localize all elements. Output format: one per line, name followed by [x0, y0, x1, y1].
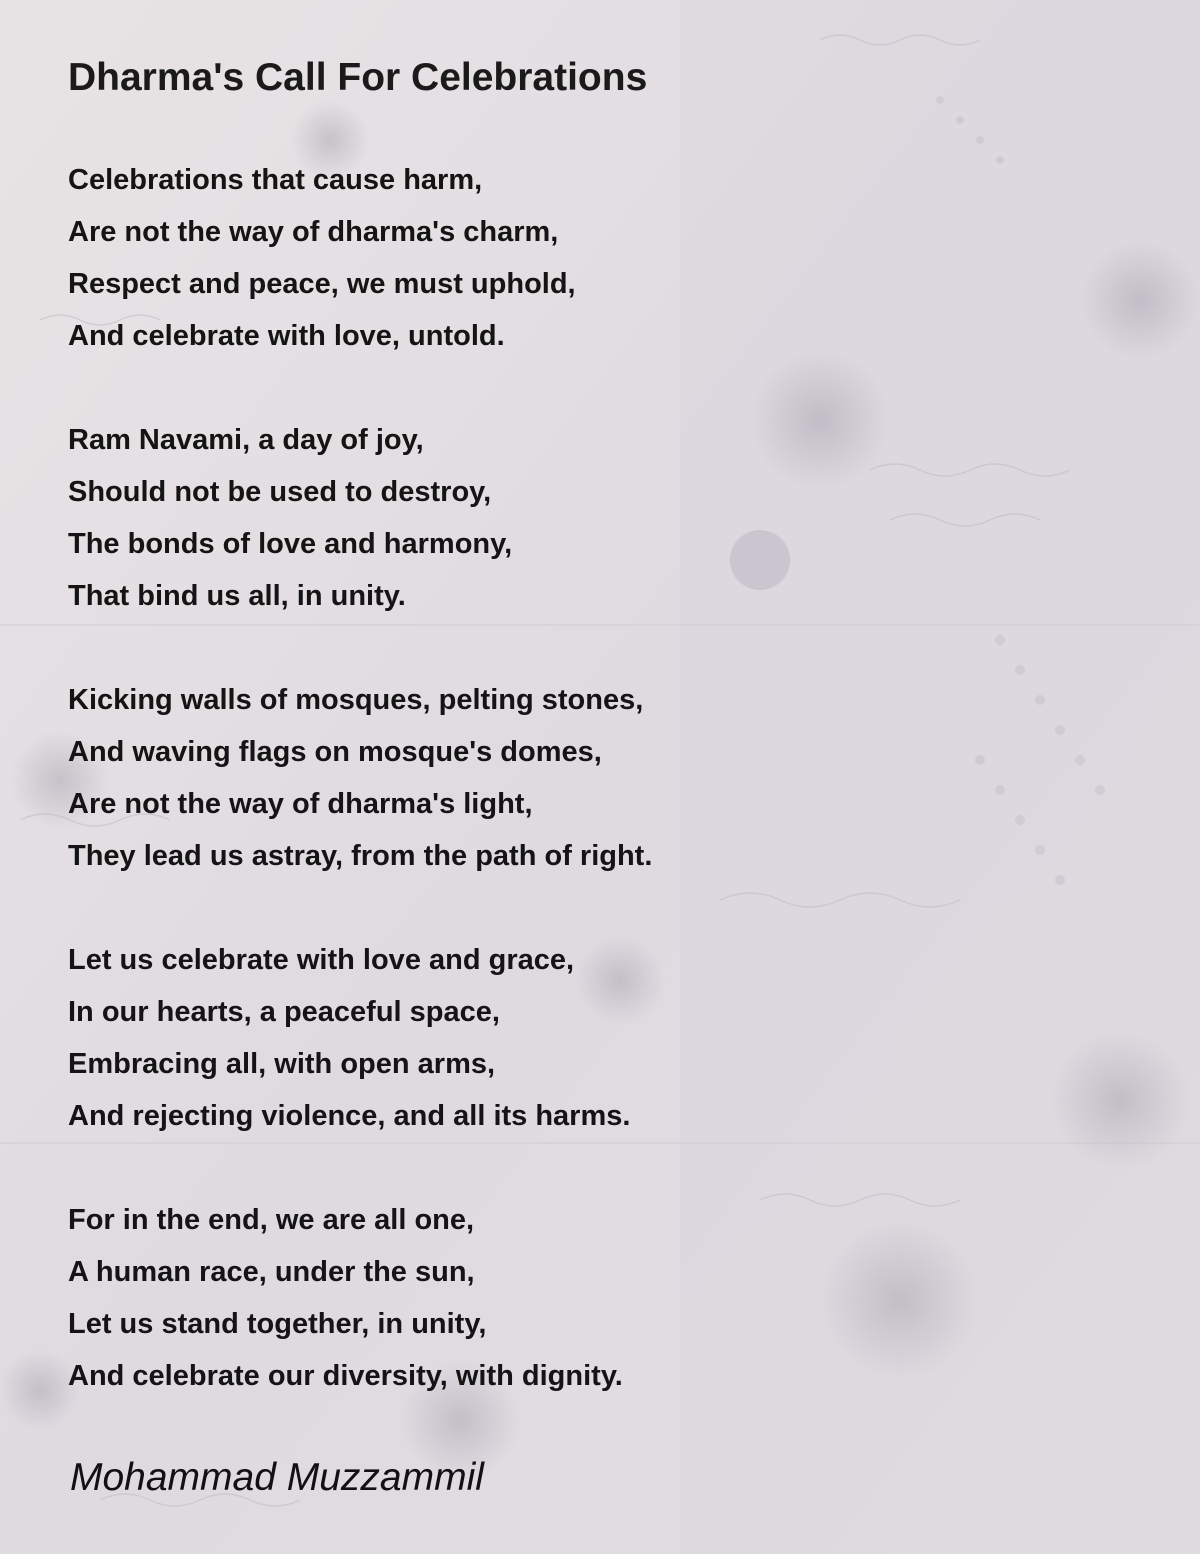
poem-line: Let us celebrate with love and grace,: [68, 944, 575, 976]
stanza-5: [68, 1194, 652, 1402]
poem-line: For in the end, we are all one,: [68, 1204, 475, 1236]
poem-line: Should not be used to destroy,: [68, 476, 492, 508]
stanza-3: [68, 674, 652, 882]
poem-author: Mohammad Muzzammil: [70, 1456, 484, 1499]
poem-title: Dharma's Call For Celebrations: [68, 56, 648, 99]
poem-line: Let us stand together, in unity,: [68, 1308, 487, 1340]
poem-line: And waving flags on mosque's domes,: [68, 736, 602, 768]
poem-line: And rejecting violence, and all its harms.: [68, 1100, 631, 1132]
poem-line: They lead us astray, from the path of right.: [68, 840, 653, 872]
poem-line: That bind us all, in unity.: [68, 580, 406, 612]
poem-line: Respect and peace, we must uphold,: [68, 268, 576, 300]
stanza-2: [68, 414, 652, 622]
poem-line: Celebrations that cause harm,: [68, 164, 483, 196]
stanza-1: [68, 154, 652, 362]
poem-line: Embracing all, with open arms,: [68, 1048, 496, 1080]
poem-line: The bonds of love and harmony,: [68, 528, 513, 560]
poem-line: A human race, under the sun,: [68, 1256, 475, 1288]
poem-line: Are not the way of dharma's charm,: [68, 216, 559, 248]
poem-line: In our hearts, a peaceful space,: [68, 996, 500, 1028]
poem-line: Are not the way of dharma's light,: [68, 788, 533, 820]
stanza-4: [68, 934, 652, 1142]
poem-line: And celebrate with love, untold.: [68, 320, 505, 352]
poem-line: Ram Navami, a day of joy,: [68, 424, 424, 456]
poem-body: [68, 154, 652, 1454]
poem-line: Kicking walls of mosques, pelting stones,: [68, 684, 644, 716]
poem-line: And celebrate our diversity, with dignity.: [68, 1360, 623, 1392]
